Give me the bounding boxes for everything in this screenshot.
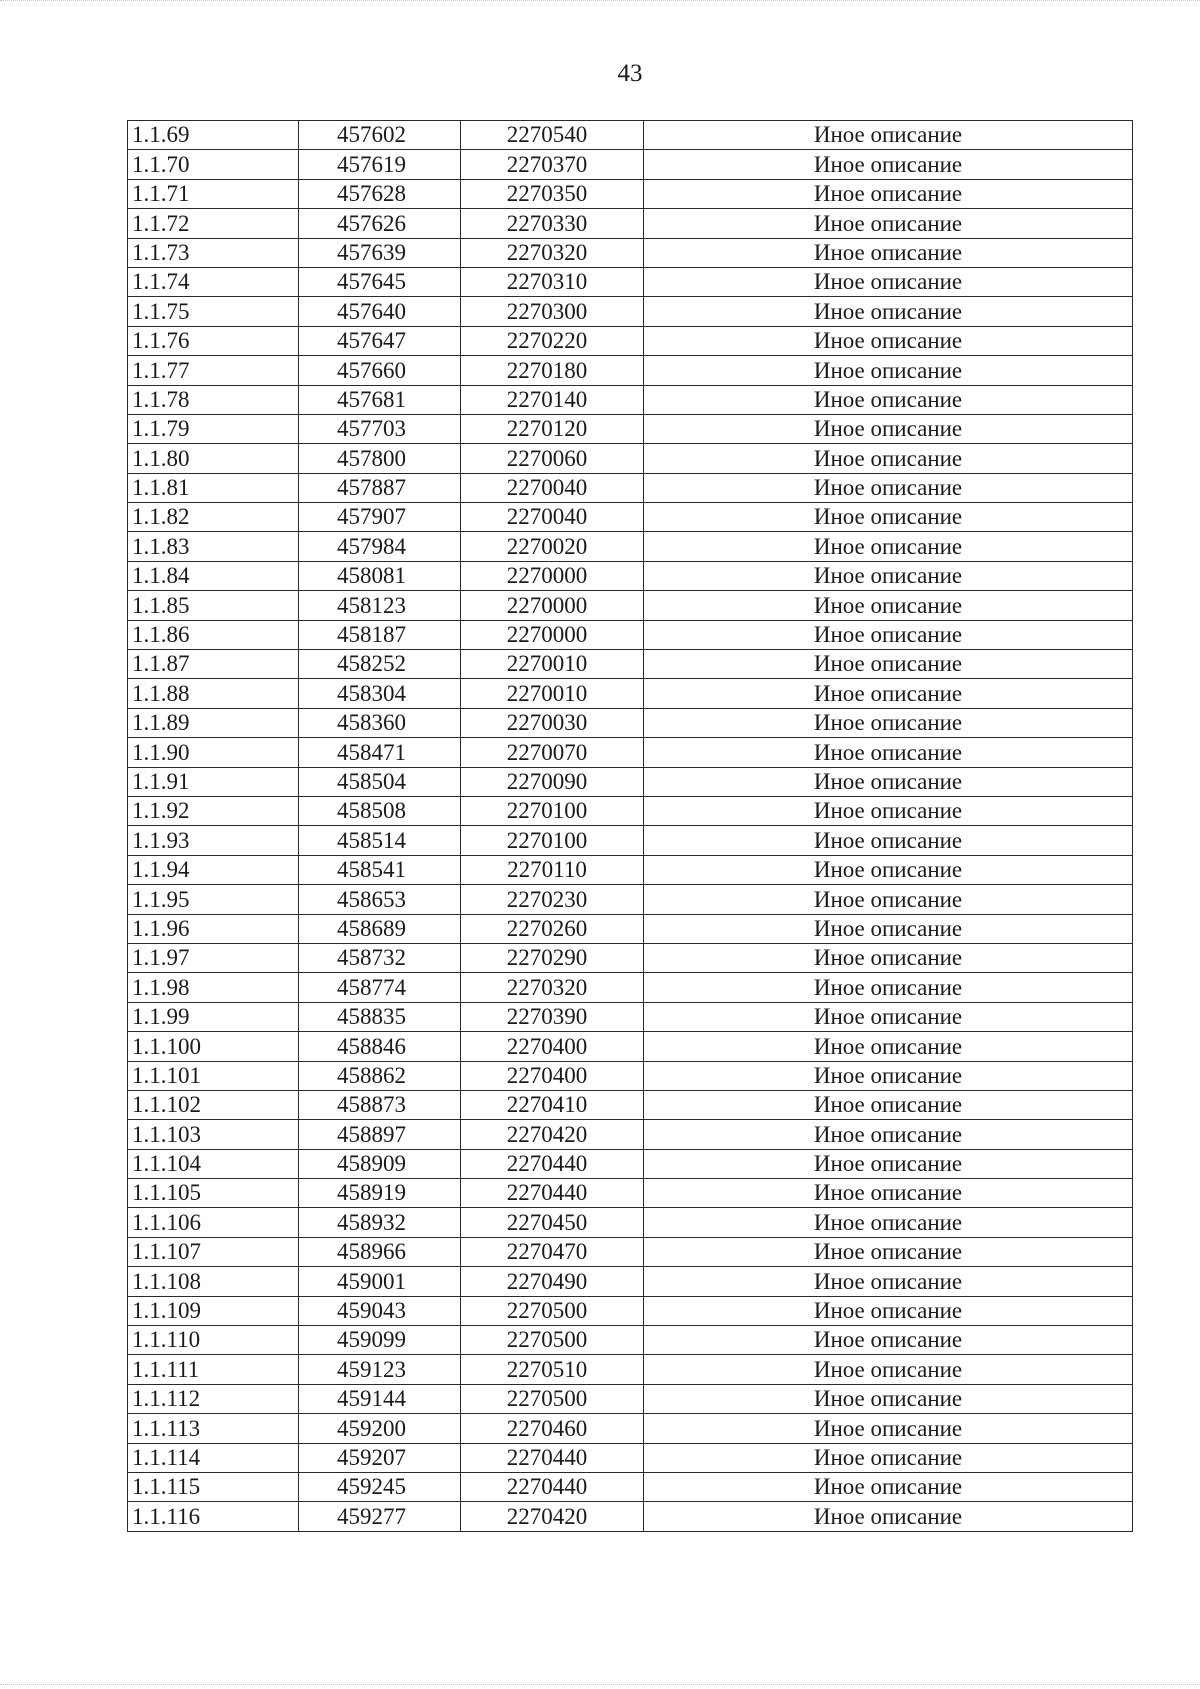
x-coordinate-cell: 457907 bbox=[299, 503, 461, 532]
point-number-cell: 1.1.100 bbox=[128, 1032, 299, 1061]
y-coordinate-cell: 2270450 bbox=[461, 1208, 644, 1237]
description-cell: Иное описание bbox=[644, 826, 1133, 855]
y-coordinate-cell: 2270060 bbox=[461, 444, 644, 473]
table-body bbox=[128, 121, 1133, 1532]
y-coordinate-cell: 2270440 bbox=[461, 1472, 644, 1501]
y-coordinate-cell: 2270440 bbox=[461, 1149, 644, 1178]
y-coordinate-cell: 2270440 bbox=[461, 1179, 644, 1208]
description-cell: Иное описание bbox=[644, 503, 1133, 532]
x-coordinate-cell: 458919 bbox=[299, 1179, 461, 1208]
table-row bbox=[128, 267, 1133, 296]
description-cell: Иное описание bbox=[644, 620, 1133, 649]
description-cell: Иное описание bbox=[644, 209, 1133, 238]
description-cell: Иное описание bbox=[644, 473, 1133, 502]
y-coordinate-cell: 2270290 bbox=[461, 943, 644, 972]
x-coordinate-cell: 459099 bbox=[299, 1326, 461, 1355]
point-number-cell: 1.1.83 bbox=[128, 532, 299, 561]
point-number-cell: 1.1.102 bbox=[128, 1090, 299, 1119]
table-row bbox=[128, 1179, 1133, 1208]
x-coordinate-cell: 458774 bbox=[299, 973, 461, 1002]
x-coordinate-cell: 458471 bbox=[299, 738, 461, 767]
y-coordinate-cell: 2270440 bbox=[461, 1443, 644, 1472]
y-coordinate-cell: 2270500 bbox=[461, 1296, 644, 1325]
table-row bbox=[128, 1267, 1133, 1296]
description-cell: Иное описание bbox=[644, 973, 1133, 1002]
table-row bbox=[128, 650, 1133, 679]
table-row bbox=[128, 1120, 1133, 1149]
table-row bbox=[128, 356, 1133, 385]
point-number-cell: 1.1.112 bbox=[128, 1384, 299, 1413]
description-cell: Иное описание bbox=[644, 1326, 1133, 1355]
point-number-cell: 1.1.103 bbox=[128, 1120, 299, 1149]
table-row bbox=[128, 385, 1133, 414]
y-coordinate-cell: 2270420 bbox=[461, 1502, 644, 1531]
y-coordinate-cell: 2270040 bbox=[461, 503, 644, 532]
table-row bbox=[128, 855, 1133, 884]
description-cell: Иное описание bbox=[644, 267, 1133, 296]
x-coordinate-cell: 457647 bbox=[299, 326, 461, 355]
description-cell: Иное описание bbox=[644, 1296, 1133, 1325]
coordinates-table bbox=[127, 120, 1133, 1532]
point-number-cell: 1.1.116 bbox=[128, 1502, 299, 1531]
scan-edge-top bbox=[0, 0, 1200, 3]
y-coordinate-cell: 2270260 bbox=[461, 914, 644, 943]
point-number-cell: 1.1.113 bbox=[128, 1414, 299, 1443]
x-coordinate-cell: 457984 bbox=[299, 532, 461, 561]
point-number-cell: 1.1.97 bbox=[128, 943, 299, 972]
x-coordinate-cell: 458966 bbox=[299, 1237, 461, 1266]
y-coordinate-cell: 2270000 bbox=[461, 591, 644, 620]
x-coordinate-cell: 458304 bbox=[299, 679, 461, 708]
y-coordinate-cell: 2270100 bbox=[461, 796, 644, 825]
point-number-cell: 1.1.111 bbox=[128, 1355, 299, 1384]
point-number-cell: 1.1.75 bbox=[128, 297, 299, 326]
point-number-cell: 1.1.90 bbox=[128, 738, 299, 767]
table-row bbox=[128, 973, 1133, 1002]
table-row bbox=[128, 326, 1133, 355]
table-row bbox=[128, 1032, 1133, 1061]
point-number-cell: 1.1.101 bbox=[128, 1061, 299, 1090]
x-coordinate-cell: 458514 bbox=[299, 826, 461, 855]
x-coordinate-cell: 458932 bbox=[299, 1208, 461, 1237]
description-cell: Иное описание bbox=[644, 532, 1133, 561]
point-number-cell: 1.1.114 bbox=[128, 1443, 299, 1472]
table-row bbox=[128, 297, 1133, 326]
table-row bbox=[128, 1443, 1133, 1472]
table-row bbox=[128, 1472, 1133, 1501]
y-coordinate-cell: 2270020 bbox=[461, 532, 644, 561]
x-coordinate-cell: 457681 bbox=[299, 385, 461, 414]
x-coordinate-cell: 458187 bbox=[299, 620, 461, 649]
description-cell: Иное описание bbox=[644, 1061, 1133, 1090]
x-coordinate-cell: 458689 bbox=[299, 914, 461, 943]
x-coordinate-cell: 459277 bbox=[299, 1502, 461, 1531]
y-coordinate-cell: 2270410 bbox=[461, 1090, 644, 1119]
y-coordinate-cell: 2270470 bbox=[461, 1237, 644, 1266]
point-number-cell: 1.1.98 bbox=[128, 973, 299, 1002]
description-cell: Иное описание bbox=[644, 1237, 1133, 1266]
description-cell: Иное описание bbox=[644, 1414, 1133, 1443]
point-number-cell: 1.1.74 bbox=[128, 267, 299, 296]
description-cell: Иное описание bbox=[644, 150, 1133, 179]
table-row bbox=[128, 1326, 1133, 1355]
x-coordinate-cell: 457619 bbox=[299, 150, 461, 179]
table-row bbox=[128, 473, 1133, 502]
x-coordinate-cell: 459200 bbox=[299, 1414, 461, 1443]
point-number-cell: 1.1.81 bbox=[128, 473, 299, 502]
description-cell: Иное описание bbox=[644, 1502, 1133, 1531]
x-coordinate-cell: 457887 bbox=[299, 473, 461, 502]
description-cell: Иное описание bbox=[644, 1032, 1133, 1061]
description-cell: Иное описание bbox=[644, 414, 1133, 443]
table-row bbox=[128, 826, 1133, 855]
y-coordinate-cell: 2270500 bbox=[461, 1384, 644, 1413]
point-number-cell: 1.1.85 bbox=[128, 591, 299, 620]
point-number-cell: 1.1.92 bbox=[128, 796, 299, 825]
description-cell: Иное описание bbox=[644, 591, 1133, 620]
description-cell: Иное описание bbox=[644, 297, 1133, 326]
x-coordinate-cell: 458508 bbox=[299, 796, 461, 825]
scan-edge-bottom bbox=[0, 1684, 1200, 1687]
x-coordinate-cell: 458081 bbox=[299, 561, 461, 590]
x-coordinate-cell: 457800 bbox=[299, 444, 461, 473]
point-number-cell: 1.1.89 bbox=[128, 708, 299, 737]
table-row bbox=[128, 532, 1133, 561]
x-coordinate-cell: 457602 bbox=[299, 121, 461, 150]
y-coordinate-cell: 2270180 bbox=[461, 356, 644, 385]
point-number-cell: 1.1.87 bbox=[128, 650, 299, 679]
description-cell: Иное описание bbox=[644, 1443, 1133, 1472]
y-coordinate-cell: 2270110 bbox=[461, 855, 644, 884]
x-coordinate-cell: 457640 bbox=[299, 297, 461, 326]
table-row bbox=[128, 444, 1133, 473]
x-coordinate-cell: 458252 bbox=[299, 650, 461, 679]
y-coordinate-cell: 2270400 bbox=[461, 1032, 644, 1061]
x-coordinate-cell: 458541 bbox=[299, 855, 461, 884]
table-row bbox=[128, 767, 1133, 796]
description-cell: Иное описание bbox=[644, 650, 1133, 679]
table-row bbox=[128, 1061, 1133, 1090]
description-cell: Иное описание bbox=[644, 326, 1133, 355]
table-row bbox=[128, 679, 1133, 708]
point-number-cell: 1.1.107 bbox=[128, 1237, 299, 1266]
x-coordinate-cell: 458835 bbox=[299, 1002, 461, 1031]
description-cell: Иное описание bbox=[644, 1267, 1133, 1296]
point-number-cell: 1.1.106 bbox=[128, 1208, 299, 1237]
description-cell: Иное описание bbox=[644, 738, 1133, 767]
y-coordinate-cell: 2270460 bbox=[461, 1414, 644, 1443]
point-number-cell: 1.1.71 bbox=[128, 179, 299, 208]
point-number-cell: 1.1.94 bbox=[128, 855, 299, 884]
table-row bbox=[128, 503, 1133, 532]
x-coordinate-cell: 457639 bbox=[299, 238, 461, 267]
y-coordinate-cell: 2270500 bbox=[461, 1326, 644, 1355]
description-cell: Иное описание bbox=[644, 121, 1133, 150]
table-row bbox=[128, 414, 1133, 443]
description-cell: Иное описание bbox=[644, 679, 1133, 708]
table-row bbox=[128, 1090, 1133, 1119]
y-coordinate-cell: 2270000 bbox=[461, 561, 644, 590]
table-row bbox=[128, 150, 1133, 179]
table-row bbox=[128, 591, 1133, 620]
x-coordinate-cell: 458897 bbox=[299, 1120, 461, 1149]
y-coordinate-cell: 2270390 bbox=[461, 1002, 644, 1031]
point-number-cell: 1.1.104 bbox=[128, 1149, 299, 1178]
y-coordinate-cell: 2270330 bbox=[461, 209, 644, 238]
y-coordinate-cell: 2270030 bbox=[461, 708, 644, 737]
description-cell: Иное описание bbox=[644, 1208, 1133, 1237]
point-number-cell: 1.1.88 bbox=[128, 679, 299, 708]
description-cell: Иное описание bbox=[644, 1120, 1133, 1149]
point-number-cell: 1.1.80 bbox=[128, 444, 299, 473]
y-coordinate-cell: 2270420 bbox=[461, 1120, 644, 1149]
x-coordinate-cell: 458653 bbox=[299, 885, 461, 914]
description-cell: Иное описание bbox=[644, 943, 1133, 972]
point-number-cell: 1.1.79 bbox=[128, 414, 299, 443]
point-number-cell: 1.1.96 bbox=[128, 914, 299, 943]
y-coordinate-cell: 2270540 bbox=[461, 121, 644, 150]
point-number-cell: 1.1.76 bbox=[128, 326, 299, 355]
table-row bbox=[128, 1414, 1133, 1443]
point-number-cell: 1.1.105 bbox=[128, 1179, 299, 1208]
y-coordinate-cell: 2270300 bbox=[461, 297, 644, 326]
table-row bbox=[128, 1208, 1133, 1237]
point-number-cell: 1.1.108 bbox=[128, 1267, 299, 1296]
description-cell: Иное описание bbox=[644, 1355, 1133, 1384]
description-cell: Иное описание bbox=[644, 885, 1133, 914]
x-coordinate-cell: 457703 bbox=[299, 414, 461, 443]
description-cell: Иное описание bbox=[644, 1384, 1133, 1413]
description-cell: Иное описание bbox=[644, 179, 1133, 208]
description-cell: Иное описание bbox=[644, 1179, 1133, 1208]
point-number-cell: 1.1.91 bbox=[128, 767, 299, 796]
point-number-cell: 1.1.109 bbox=[128, 1296, 299, 1325]
point-number-cell: 1.1.78 bbox=[128, 385, 299, 414]
x-coordinate-cell: 457645 bbox=[299, 267, 461, 296]
table-row bbox=[128, 943, 1133, 972]
x-coordinate-cell: 459144 bbox=[299, 1384, 461, 1413]
point-number-cell: 1.1.86 bbox=[128, 620, 299, 649]
x-coordinate-cell: 459207 bbox=[299, 1443, 461, 1472]
y-coordinate-cell: 2270000 bbox=[461, 620, 644, 649]
x-coordinate-cell: 459043 bbox=[299, 1296, 461, 1325]
point-number-cell: 1.1.72 bbox=[128, 209, 299, 238]
description-cell: Иное описание bbox=[644, 708, 1133, 737]
description-cell: Иное описание bbox=[644, 1149, 1133, 1178]
point-number-cell: 1.1.95 bbox=[128, 885, 299, 914]
point-number-cell: 1.1.73 bbox=[128, 238, 299, 267]
y-coordinate-cell: 2270220 bbox=[461, 326, 644, 355]
y-coordinate-cell: 2270010 bbox=[461, 650, 644, 679]
x-coordinate-cell: 458360 bbox=[299, 708, 461, 737]
description-cell: Иное описание bbox=[644, 356, 1133, 385]
point-number-cell: 1.1.84 bbox=[128, 561, 299, 590]
y-coordinate-cell: 2270510 bbox=[461, 1355, 644, 1384]
x-coordinate-cell: 458909 bbox=[299, 1149, 461, 1178]
x-coordinate-cell: 459001 bbox=[299, 1267, 461, 1296]
x-coordinate-cell: 459123 bbox=[299, 1355, 461, 1384]
x-coordinate-cell: 458732 bbox=[299, 943, 461, 972]
y-coordinate-cell: 2270310 bbox=[461, 267, 644, 296]
description-cell: Иное описание bbox=[644, 1472, 1133, 1501]
point-number-cell: 1.1.115 bbox=[128, 1472, 299, 1501]
y-coordinate-cell: 2270400 bbox=[461, 1061, 644, 1090]
y-coordinate-cell: 2270070 bbox=[461, 738, 644, 767]
x-coordinate-cell: 458862 bbox=[299, 1061, 461, 1090]
table-row bbox=[128, 796, 1133, 825]
x-coordinate-cell: 458846 bbox=[299, 1032, 461, 1061]
table-row bbox=[128, 1296, 1133, 1325]
x-coordinate-cell: 457628 bbox=[299, 179, 461, 208]
point-number-cell: 1.1.99 bbox=[128, 1002, 299, 1031]
table-row bbox=[128, 620, 1133, 649]
description-cell: Иное описание bbox=[644, 855, 1133, 884]
table-row bbox=[128, 238, 1133, 267]
y-coordinate-cell: 2270490 bbox=[461, 1267, 644, 1296]
x-coordinate-cell: 459245 bbox=[299, 1472, 461, 1501]
table-row bbox=[128, 914, 1133, 943]
x-coordinate-cell: 457660 bbox=[299, 356, 461, 385]
description-cell: Иное описание bbox=[644, 444, 1133, 473]
table-row bbox=[128, 179, 1133, 208]
table-row bbox=[128, 1384, 1133, 1413]
description-cell: Иное описание bbox=[644, 561, 1133, 590]
point-number-cell: 1.1.82 bbox=[128, 503, 299, 532]
description-cell: Иное описание bbox=[644, 767, 1133, 796]
y-coordinate-cell: 2270230 bbox=[461, 885, 644, 914]
point-number-cell: 1.1.93 bbox=[128, 826, 299, 855]
table-row bbox=[128, 1502, 1133, 1531]
point-number-cell: 1.1.77 bbox=[128, 356, 299, 385]
x-coordinate-cell: 457626 bbox=[299, 209, 461, 238]
y-coordinate-cell: 2270320 bbox=[461, 973, 644, 1002]
y-coordinate-cell: 2270090 bbox=[461, 767, 644, 796]
y-coordinate-cell: 2270350 bbox=[461, 179, 644, 208]
description-cell: Иное описание bbox=[644, 1090, 1133, 1119]
y-coordinate-cell: 2270120 bbox=[461, 414, 644, 443]
point-number-cell: 1.1.110 bbox=[128, 1326, 299, 1355]
table-row bbox=[128, 1002, 1133, 1031]
table-row bbox=[128, 1149, 1133, 1178]
y-coordinate-cell: 2270100 bbox=[461, 826, 644, 855]
table-row bbox=[128, 1237, 1133, 1266]
table-row bbox=[128, 209, 1133, 238]
table-row bbox=[128, 561, 1133, 590]
y-coordinate-cell: 2270040 bbox=[461, 473, 644, 502]
table-row bbox=[128, 121, 1133, 150]
x-coordinate-cell: 458873 bbox=[299, 1090, 461, 1119]
description-cell: Иное описание bbox=[644, 914, 1133, 943]
y-coordinate-cell: 2270370 bbox=[461, 150, 644, 179]
x-coordinate-cell: 458504 bbox=[299, 767, 461, 796]
y-coordinate-cell: 2270010 bbox=[461, 679, 644, 708]
table-row bbox=[128, 738, 1133, 767]
page-number: 43 bbox=[617, 60, 643, 87]
point-number-cell: 1.1.70 bbox=[128, 150, 299, 179]
table-row bbox=[128, 708, 1133, 737]
y-coordinate-cell: 2270320 bbox=[461, 238, 644, 267]
description-cell: Иное описание bbox=[644, 238, 1133, 267]
description-cell: Иное описание bbox=[644, 796, 1133, 825]
x-coordinate-cell: 458123 bbox=[299, 591, 461, 620]
table-row bbox=[128, 1355, 1133, 1384]
point-number-cell: 1.1.69 bbox=[128, 121, 299, 150]
table-row bbox=[128, 885, 1133, 914]
description-cell: Иное описание bbox=[644, 385, 1133, 414]
description-cell: Иное описание bbox=[644, 1002, 1133, 1031]
y-coordinate-cell: 2270140 bbox=[461, 385, 644, 414]
